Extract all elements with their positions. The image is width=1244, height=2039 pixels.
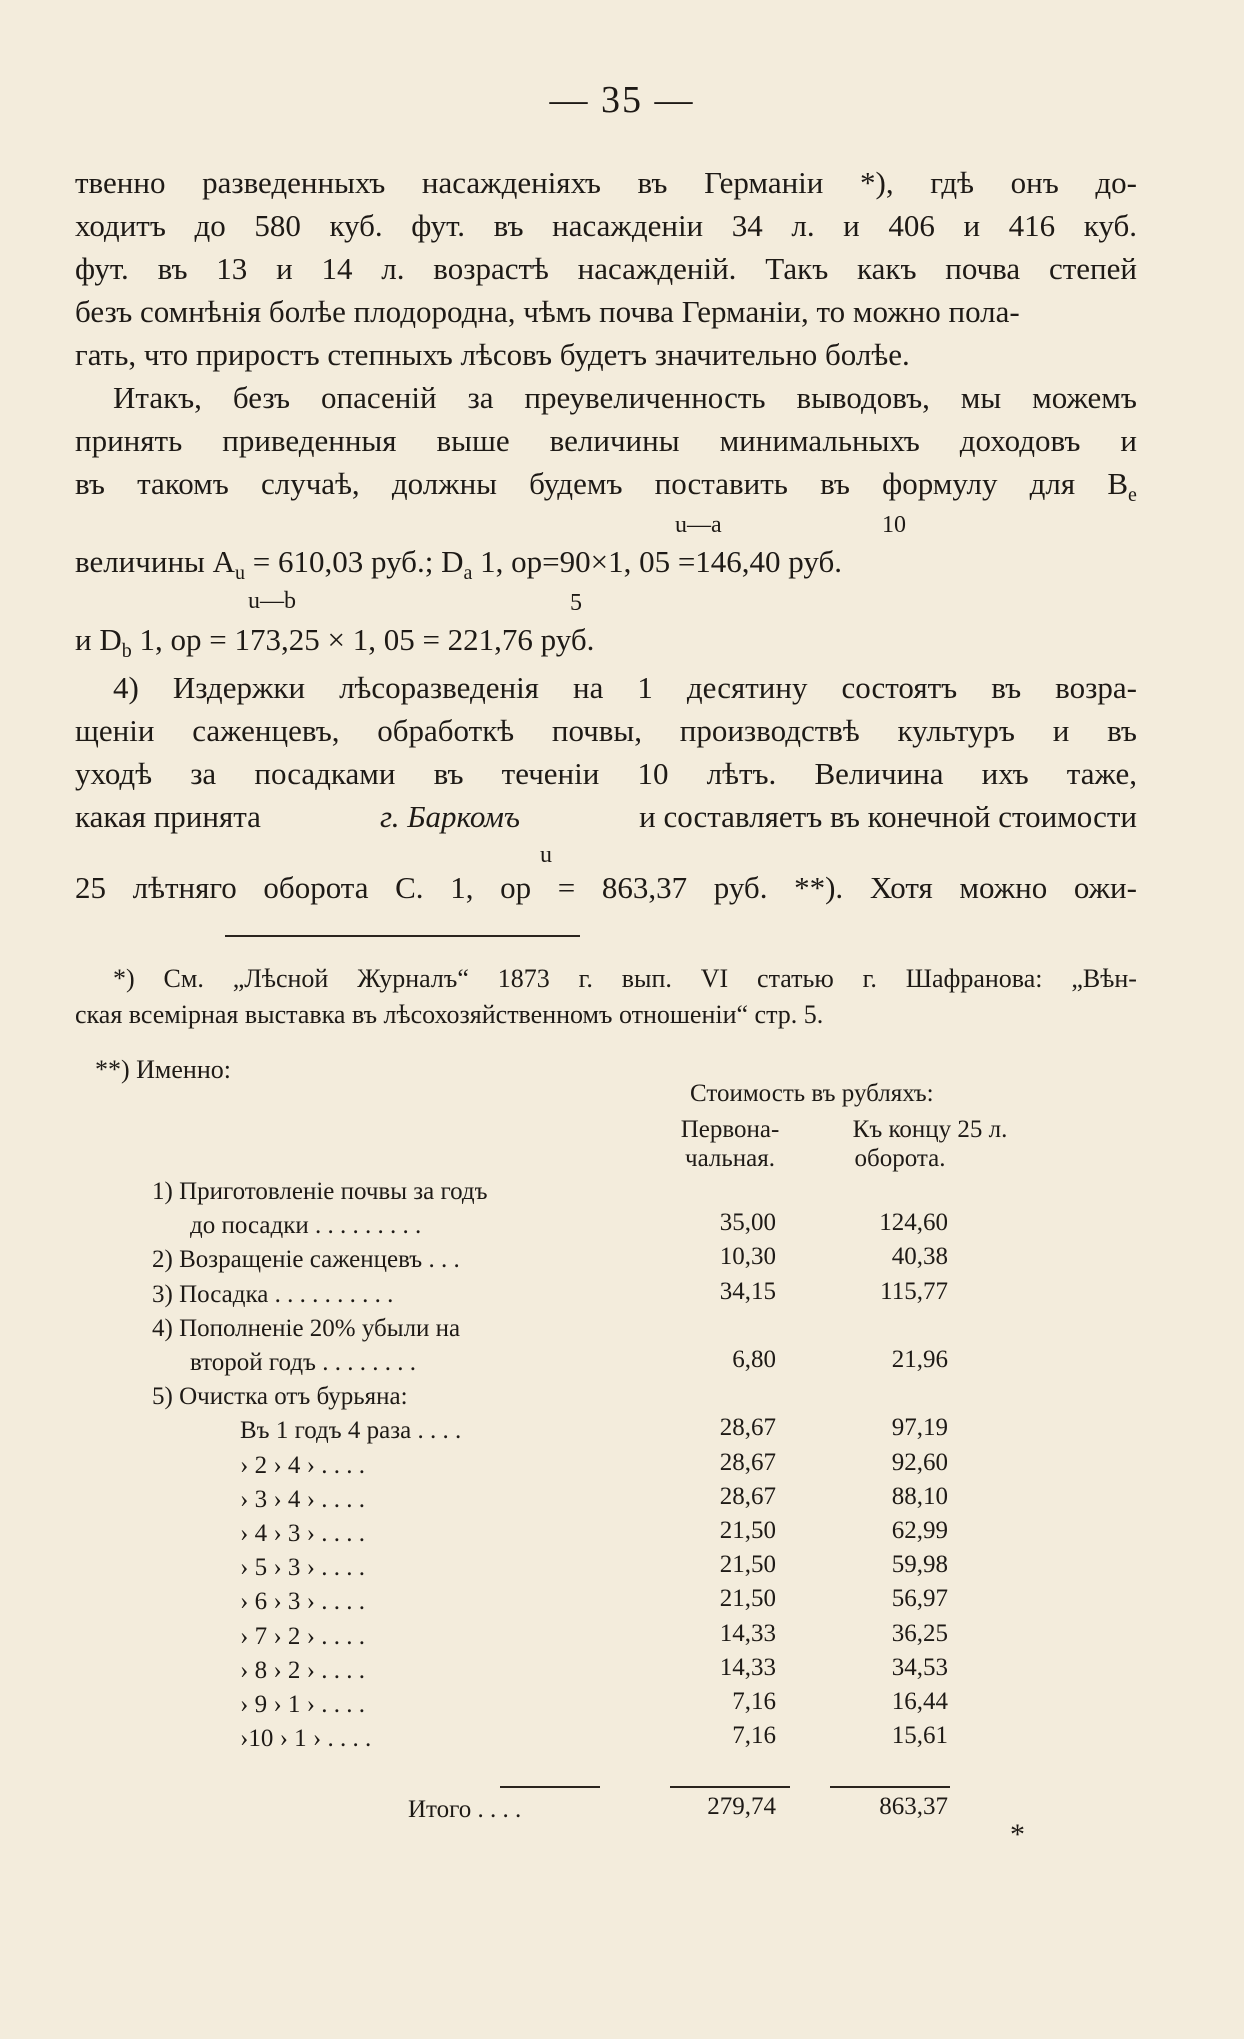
word: насажденій.	[577, 251, 737, 286]
word: десятину	[686, 670, 808, 705]
word: 34	[731, 208, 763, 243]
word: Хотя	[869, 870, 933, 905]
word: преувеличенность	[524, 380, 766, 415]
word: щеніи	[75, 713, 155, 748]
word: См.	[163, 964, 204, 993]
sum-rule	[670, 1786, 790, 1788]
table-cell-initial: 35,00	[719, 1209, 776, 1237]
table-row-label: › 3 › 4 › . . . .	[240, 1485, 365, 1513]
body-line: гать, что приростъ степныхъ лѣсовъ будетъ значительно болѣе.	[75, 337, 910, 372]
word: вып.	[621, 964, 672, 993]
word: степей	[1048, 251, 1137, 286]
word: въ	[637, 165, 668, 200]
total-label: Итого . . . .	[408, 1796, 522, 1823]
word: оборота	[263, 870, 369, 905]
word: 1873	[497, 964, 550, 993]
table-row-label: 3) Посадка . . . . . . . . . .	[152, 1280, 394, 1308]
word: формулу	[882, 466, 998, 501]
word: культуръ	[897, 713, 1015, 748]
table-cell-initial: 14,33	[719, 1653, 776, 1681]
footnote-line: ская всемірная выставка въ лѣсохозяйственномъ отношеніи“ стр. 5.	[75, 1000, 824, 1029]
word: въ	[157, 251, 188, 286]
word: можемъ	[1032, 380, 1137, 415]
word: Величина	[814, 756, 944, 791]
word: Такъ	[765, 251, 829, 286]
word: случаѣ,	[260, 466, 360, 501]
word: теченіи	[501, 756, 600, 791]
formula-superscript: u	[540, 842, 552, 868]
body-line	[75, 668, 1137, 708]
word: и	[843, 208, 860, 243]
word: руб.	[713, 870, 768, 905]
word: Шафранова:	[905, 964, 1043, 993]
word: онъ	[1010, 165, 1059, 200]
word: статью	[757, 964, 834, 993]
word: поставить	[654, 466, 788, 501]
word: 1	[637, 670, 653, 705]
column-header: Первона-	[680, 1116, 780, 1143]
word: выводовъ,	[796, 380, 930, 415]
table-row-label: › 2 › 4 › . . . .	[240, 1451, 365, 1479]
word: такомъ	[137, 466, 229, 501]
word: въ	[75, 466, 105, 501]
word: въ	[820, 466, 850, 501]
word: **).	[794, 870, 844, 905]
word: состоятъ	[841, 670, 958, 705]
body-line	[75, 163, 1137, 203]
formula-superscript: u—a	[675, 512, 722, 538]
table-row-label: до посадки . . . . . . . . .	[190, 1212, 422, 1240]
table-row-label: 5) Очистка отъ бурьяна:	[152, 1383, 408, 1411]
table-row-label: › 7 › 2 › . . . .	[240, 1622, 365, 1650]
table-row-label: › 8 › 2 › . . . .	[240, 1656, 365, 1684]
table-cell-initial: 28,67	[719, 1448, 776, 1476]
word: насажденіяхъ	[421, 165, 601, 200]
word: ожи-	[1073, 870, 1137, 905]
body-line	[75, 754, 1137, 794]
table-cell-final: 40,38	[891, 1243, 948, 1271]
page-number: — 35 —	[549, 79, 695, 121]
table-cell-initial: 28,67	[719, 1414, 776, 1442]
sum-rule	[830, 1786, 950, 1788]
table-cell-initial: 7,16	[732, 1688, 776, 1715]
table-cell-final: 21,96	[891, 1346, 948, 1373]
footnote-rule	[225, 935, 580, 937]
formula-line: величины $A_u = 610,03$ руб.; $D_a$ 1, op=90×1, 05 =146,40 руб.	[75, 544, 843, 585]
word: 14	[321, 251, 353, 286]
table-row-label: Въ 1 годъ 4 раза . . . .	[240, 1417, 462, 1445]
word: 406	[888, 208, 935, 243]
body-line: какая принята г. Баркомъ и составляетъ въ конечной стоимости	[75, 799, 1137, 834]
body-line	[75, 464, 1137, 515]
word: ходитъ	[75, 208, 166, 243]
table-cell-final: 15,61	[891, 1722, 948, 1750]
body-line	[75, 868, 1137, 908]
word: какъ	[857, 251, 917, 286]
word: VI	[700, 964, 729, 993]
table-row-label: ›10 › 1 › . . . .	[240, 1725, 372, 1753]
sum-rule	[500, 1786, 600, 1788]
table-cell-initial: 21,50	[719, 1551, 776, 1579]
word: посадками	[254, 756, 396, 791]
word: для	[1029, 466, 1076, 501]
table-cell-initial: 10,30	[719, 1243, 776, 1271]
table-row-label: 4) Пополненіе 20% убыли на	[152, 1314, 461, 1342]
word: куб.	[1083, 208, 1137, 243]
body-line	[75, 249, 1137, 289]
word: 25	[75, 870, 106, 905]
footnote-line: **) Именно:	[95, 1055, 231, 1084]
word: производствѣ	[679, 713, 860, 748]
table-row-label: › 4 › 3 › . . . .	[240, 1520, 365, 1547]
table-cell-final: 59,98	[891, 1551, 948, 1579]
word: до	[194, 208, 226, 243]
word: принять	[75, 423, 183, 458]
table-cell-final: 36,25	[891, 1619, 948, 1647]
word: до-	[1095, 165, 1137, 200]
word: и	[1120, 423, 1137, 458]
word: насажденіи	[552, 208, 704, 243]
word: и	[1052, 713, 1070, 748]
formula-superscript: 10	[882, 512, 906, 538]
word: 863,37	[601, 870, 688, 905]
table-cell-initial: 6,80	[732, 1346, 776, 1373]
table-header: Стоимость въ рубляхъ:	[690, 1080, 934, 1107]
word: 1,	[450, 870, 474, 905]
word: г.	[862, 964, 877, 993]
word: С.	[395, 870, 424, 905]
word: фут.	[75, 251, 129, 286]
column-header: чальная.	[685, 1145, 775, 1172]
word: 13	[216, 251, 248, 286]
table-cell-final: 56,97	[891, 1585, 948, 1613]
word: возра-	[1055, 670, 1137, 705]
word: выше	[436, 423, 510, 458]
column-header: оборота.	[854, 1145, 946, 1172]
asterisk-mark: *	[1010, 1818, 1025, 1851]
table-cell-initial: 21,50	[719, 1517, 776, 1544]
table-row-label: › 5 › 3 › . . . .	[240, 1554, 365, 1582]
total-value: 279,74	[707, 1793, 776, 1820]
word: г.	[578, 964, 593, 993]
word: уходѣ	[75, 756, 153, 791]
word: должны	[391, 466, 497, 501]
total-value: 863,37	[879, 1793, 948, 1820]
word: 10	[637, 756, 669, 791]
table-row-label: 2) Возращеніе саженцевъ . . .	[152, 1246, 460, 1274]
formula-superscript: 5	[570, 590, 582, 616]
word: гдѣ	[930, 165, 974, 200]
table-cell-initial: 7,16	[732, 1722, 776, 1750]
body-line: безъ сомнѣнія болѣе плодородна, чѣмъ почва Германіи, то можно пола-	[75, 294, 1020, 329]
table-cell-final: 115,77	[880, 1277, 948, 1305]
word: будемъ	[529, 466, 623, 501]
word: =	[557, 870, 576, 905]
word: „Лѣсной	[232, 964, 329, 993]
word: 4)	[113, 670, 139, 705]
word: Журналъ“	[357, 964, 469, 993]
table-cell-initial: 28,67	[719, 1482, 776, 1510]
word: за	[467, 380, 494, 415]
word: на	[572, 670, 604, 705]
table-row-label: › 9 › 1 › . . . .	[240, 1691, 365, 1718]
word: фут.	[411, 208, 466, 243]
table-cell-final: 92,60	[891, 1448, 948, 1476]
table-cell-final: 62,99	[891, 1517, 948, 1544]
word: возрастѣ	[433, 251, 549, 286]
word: величины	[549, 423, 680, 458]
word: разведенныхъ	[202, 165, 386, 200]
word: лѣтняго	[132, 870, 237, 905]
column-header: Къ концу 25 л.	[852, 1116, 1008, 1143]
word: въ	[1107, 713, 1137, 748]
word: л.	[381, 251, 405, 286]
body-line	[75, 711, 1137, 751]
word: и	[963, 208, 981, 243]
word: таже,	[1066, 756, 1137, 791]
word: *),	[860, 165, 894, 200]
table-cell-final: 88,10	[891, 1482, 948, 1510]
word: обработкѣ	[377, 713, 515, 748]
body-line	[75, 378, 1137, 418]
word: $B_e$	[1107, 466, 1137, 507]
word: 416	[1008, 208, 1056, 243]
word: лѣсоразведенія	[339, 670, 539, 705]
word: Издержки	[172, 670, 306, 705]
word: куб.	[329, 208, 383, 243]
subscript: e	[1128, 484, 1137, 507]
word: доходовъ	[959, 423, 1081, 458]
word: въ	[493, 208, 524, 243]
word: приведенныя	[222, 423, 397, 458]
word: почва	[945, 251, 1021, 286]
table-cell-initial: 14,33	[719, 1619, 776, 1647]
footnote-line	[75, 962, 1137, 996]
formula-superscript: u—b	[248, 588, 296, 614]
word: *)	[113, 964, 135, 993]
table-cell-final: 16,44	[891, 1688, 948, 1715]
word: 580	[254, 208, 301, 243]
table-cell-initial: 21,50	[719, 1585, 776, 1613]
table-cell-final: 124,60	[879, 1209, 948, 1237]
word: и	[276, 251, 293, 286]
word: минимальныхъ	[719, 423, 920, 458]
word: саженцевъ,	[192, 713, 340, 748]
body-line	[75, 206, 1137, 246]
word: опасеній	[321, 380, 437, 415]
word: за	[190, 756, 217, 791]
word: л.	[791, 208, 815, 243]
formula-line: и $D_b$ 1, op = 173,25 × 1, 05 = 221,76 руб.	[75, 622, 595, 663]
table-row-label: второй годъ . . . . . . . .	[190, 1349, 416, 1376]
table-cell-initial: 34,15	[719, 1277, 776, 1305]
word: „Вѣн-	[1071, 964, 1137, 993]
word: можно	[959, 870, 1048, 905]
word: ихъ	[981, 756, 1029, 791]
word: Германіи	[704, 165, 824, 200]
word: почвы,	[551, 713, 642, 748]
table-cell-final: 34,53	[891, 1653, 948, 1681]
word: твенно	[75, 165, 166, 200]
table-cell-final: 97,19	[891, 1414, 948, 1442]
word: op	[500, 870, 532, 905]
body-line	[75, 421, 1137, 461]
word: лѣтъ.	[706, 756, 777, 791]
word: безъ	[232, 380, 291, 415]
table-row-label: › 6 › 3 › . . . .	[240, 1588, 365, 1616]
word: въ	[991, 670, 1022, 705]
word: въ	[433, 756, 464, 791]
table-row-label: 1) Приготовленіе почвы за годъ	[152, 1178, 488, 1205]
word: мы	[960, 380, 1002, 415]
word: Итакъ,	[113, 380, 202, 415]
